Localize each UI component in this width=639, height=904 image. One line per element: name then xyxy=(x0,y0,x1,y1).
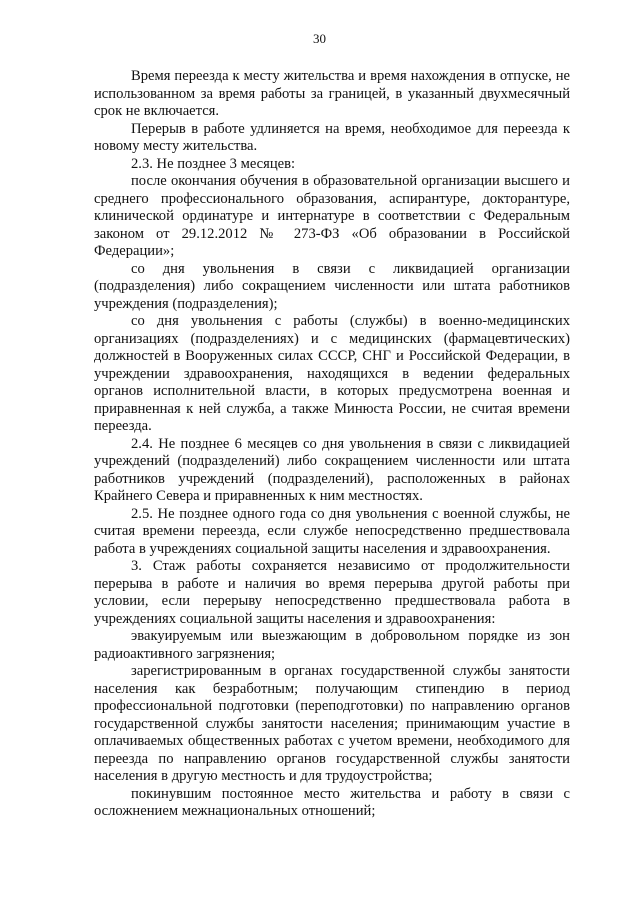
paragraph: со дня увольнения с работы (службы) в военно-медицинских организациях (подразделениях) и с медицинских (фармацевтических) должностей в Вооруженных силах СССР, СНГ и Российской Федерации, в учреждении здравоохранения, находящихся в ведении федеральных органов исполнительной власти, в которых предусмотрена военная и приравненная к ней служба, а также Минюста России, не считая времени переезда. xyxy=(94,313,570,434)
paragraph: покинувшим постоянное место жительства и работу в связи с осложнением межнациональных отношений; xyxy=(94,785,570,819)
page-number: 30 xyxy=(313,31,326,46)
paragraph: 2.3. Не позднее 3 месяцев: xyxy=(131,155,296,172)
paragraph: со дня увольнения в связи с ликвидацией организации (подразделения) либо сокращением численности или штата работников учреждения (подразделения); xyxy=(94,260,570,312)
paragraph: Время переезда к месту жительства и время нахождения в отпуске, не использованном за время работы за границей, в указанный двухмесячный срок не включается. xyxy=(94,68,570,119)
paragraph: 2.4. Не позднее 6 месяцев со дня увольнения в связи с ликвидацией учреждений (подразделений) либо сокращением численности или штата работников учреждений (подразделений), расположенных в районах Крайнего Севера и приравненных к ним местностях. xyxy=(94,435,570,504)
paragraph: после окончания обучения в образовательной организации высшего и среднего профессионального образования, аспирантуре, докторантуре, клинической ординатуре и интернатуре в соответствии с Федеральным законом от 29.12.2012 № 273-ФЗ «Об образовании в Российской Федерации»; xyxy=(94,173,570,259)
paragraph: 2.5. Не позднее одного года со дня увольнения с военной службы, не считая времени переезда, если службе непосредственно предшествовала работа в учреждениях социальной защиты населения и здравоохранения. xyxy=(94,505,570,557)
paragraph: 3. Стаж работы сохраняется независимо от продолжительности перерыва в работе и наличия во время перерыва другой работы при условии, если перерыву непосредственно предшествовала работа в учреждениях социальной защиты населения и здравоохранения: xyxy=(94,558,570,627)
paragraph: эвакуируемым или выезжающим в добровольном порядке из зон радиоактивного загрязнения; xyxy=(94,628,570,662)
document-body xyxy=(94,68,570,821)
paragraph: зарегистрированным в органах государственной службы занятости населения как безработным; получающим стипендию в период профессиональной подготовки (переподготовки) по направлению органов государственной службы занятости населения; принимающим участие в оплачиваемых общественных работах с учетом времени, необходимого для переезда по направлению органов государственной службы занятости населения в другую местность и для трудоустройства; xyxy=(94,663,570,784)
paragraph: Перерыв в работе удлиняется на время, необходимое для переезда к новому месту жительства. xyxy=(94,120,570,154)
